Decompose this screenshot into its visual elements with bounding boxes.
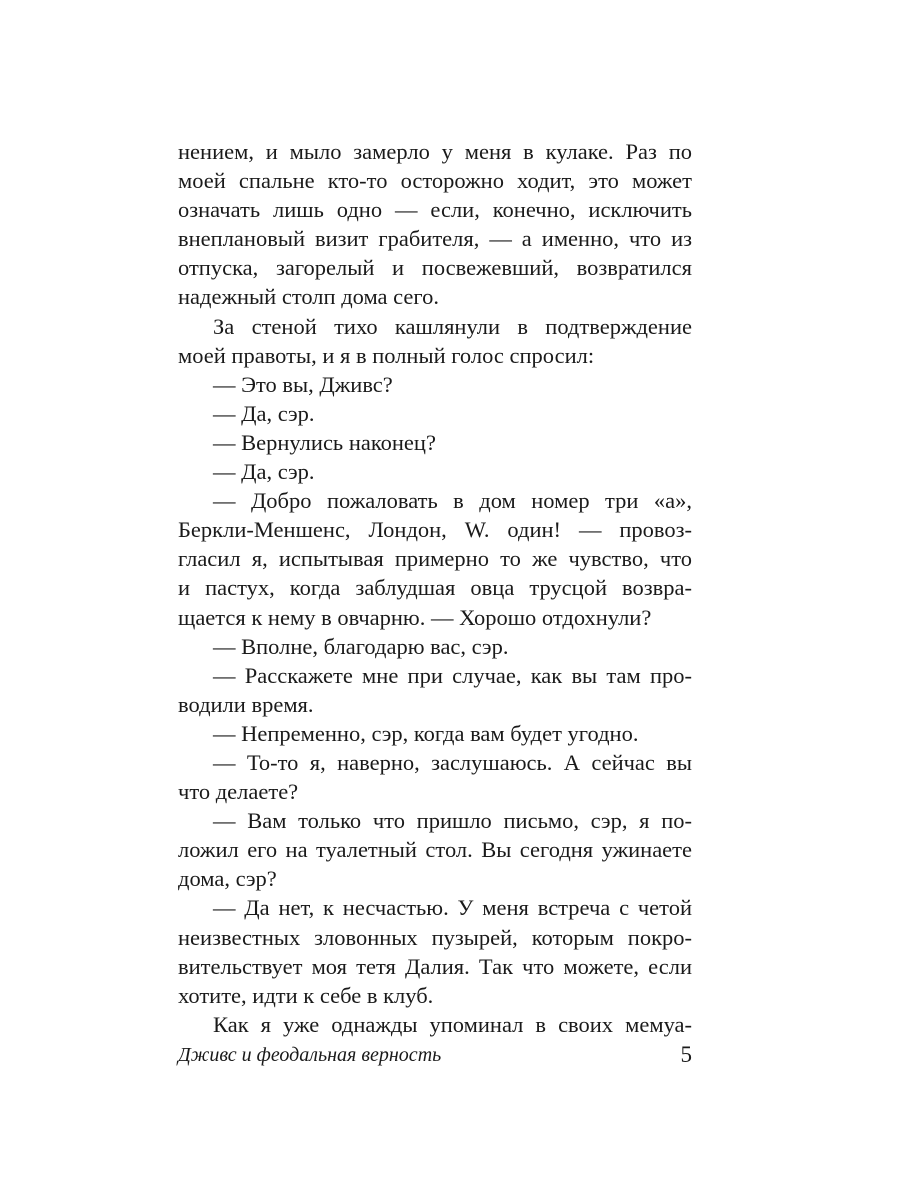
text-line: нением, и мыло замерло у меня в кулаке. Раз по (178, 139, 692, 164)
dialogue-line: — То-то я, наверно, заслушаюсь. А сейчас вы (213, 749, 692, 775)
page-number: 5 (680, 1042, 692, 1067)
dialogue-line: — Да нет, к несчастью. У меня встреча с четой (213, 895, 692, 921)
text-line: водили время. (178, 691, 314, 717)
dialogue-line: — Да, сэр. (213, 400, 315, 426)
text-line: Беркли-Меншенс, Лондон, W. один! — провоз- (178, 517, 692, 543)
dialogue-line: — Вернулись наконец? (213, 429, 436, 455)
text-line: хотите, идти к себе в клуб. (178, 982, 434, 1008)
text-line: что делаете? (178, 779, 299, 805)
text-line: внеплановый визит грабителя, — а именно, что из (178, 226, 692, 252)
text-line: Как я уже однажды упоминал в своих мемуа- (213, 1011, 692, 1037)
text-line: и пастух, когда заблудшая овца трусцой возвра- (178, 575, 692, 601)
text-line: неизвестных зловонных пузырей, которым покро- (178, 924, 692, 950)
text-line: отпуска, загорелый и посвежевший, возвратился (178, 255, 692, 281)
text-line: ложил его на туалетный стол. Вы сегодня ужинаете (178, 837, 692, 863)
text-line: означать лишь одно — если, конечно, исключить (178, 197, 692, 223)
page-footer (178, 1040, 692, 1070)
text-line: дома, сэр? (178, 866, 277, 892)
text-line: надежный столп дома сего. (178, 284, 439, 310)
dialogue-line: — Вполне, благодарю вас, сэр. (213, 633, 509, 659)
dialogue-line: — Это вы, Дживс? (213, 371, 393, 397)
dialogue-line: — Да, сэр. (213, 459, 315, 485)
running-title: Дживс и феодальная верность (178, 1044, 442, 1066)
dialogue-line: — Вам только что пришло письмо, сэр, я по- (213, 808, 692, 834)
text-line: щается к нему в овчарню. — Хорошо отдохнули? (178, 604, 652, 630)
dialogue-line: — Добро пожаловать в дом номер три «а», (213, 488, 692, 514)
text-line: За стеной тихо кашлянули в подтверждение (213, 313, 692, 339)
text-line: гласил я, испытывая примерно то же чувство, что (178, 546, 692, 572)
body-text (178, 137, 692, 1039)
text-line: вительствует моя тетя Далия. Так что можете, если (178, 953, 692, 979)
text-line: моей спальне кто-то осторожно ходит, это может (178, 168, 692, 194)
dialogue-line: — Непременно, сэр, когда вам будет угодно. (213, 720, 639, 746)
dialogue-line: — Расскажете мне при случае, как вы там про- (213, 662, 692, 688)
text-line: моей правоты, и я в полный голос спросил: (178, 342, 595, 368)
